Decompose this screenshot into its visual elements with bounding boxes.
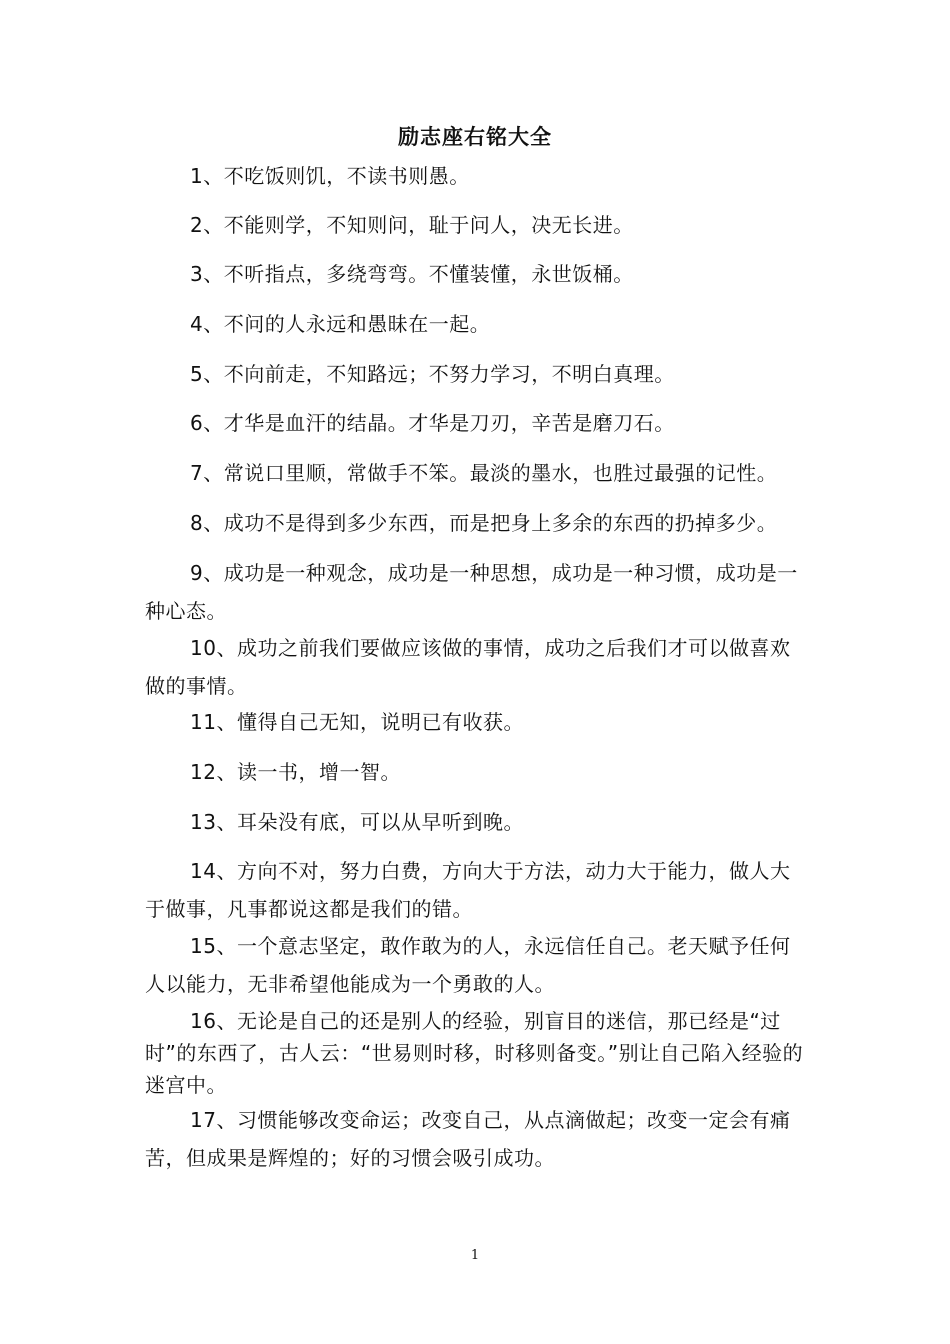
motto-item-11: 11、懂得自己无知，说明已有收获。 — [190, 710, 524, 734]
motto-item-10: 10、成功之前我们要做应该做的事情，成功之后我们才可以做喜欢做的事情。 — [145, 636, 791, 698]
page-number: 1 — [470, 1248, 480, 1263]
motto-item-9: 9、成功是一种观念，成功是一种思想，成功是一种习惯，成功是一种心态。 — [145, 561, 798, 623]
motto-item-4: 4、不问的人永远和愚昧在一起。 — [190, 312, 491, 336]
motto-item-16: 16、无论是自己的还是别人的经验，别盲目的迷信，那已经是“过时”的东西了，古人云：“世易则时移，时移则备变。”别让自己陷入经验的迷宫中。 — [145, 1009, 804, 1097]
motto-item-17: 17、习惯能够改变命运；改变自己，从点滴做起；改变一定会有痛苦，但成果是辉煌的；好的习惯会吸引成功。 — [145, 1108, 791, 1170]
motto-item-15: 15、一个意志坚定，敢作敢为的人，永远信任自己。老天赋予任何人以能力，无非希望他能成为一个勇敢的人。 — [145, 934, 791, 996]
motto-item-13: 13、耳朵没有底，可以从早听到晚。 — [190, 810, 524, 834]
motto-item-12: 12、读一书，增一智。 — [190, 760, 401, 784]
motto-item-14: 14、方向不对，努力白费，方向大于方法，动力大于能力，做人大于做事，凡事都说这都是我们的错。 — [145, 859, 791, 921]
motto-item-3: 3、不听指点，多绕弯弯。不懂装懂，永世饭桶。 — [190, 262, 634, 286]
motto-item-6: 6、才华是血汗的结晶。才华是刀刃，辛苦是磨刀石。 — [190, 411, 675, 435]
motto-item-2: 2、不能则学，不知则问，耻于问人，决无长进。 — [190, 213, 634, 237]
motto-item-8: 8、成功不是得到多少东西，而是把身上多余的东西的扔掉多少。 — [190, 511, 778, 535]
document-title: 励志座右铭大全 — [398, 125, 552, 149]
motto-item-5: 5、不向前走，不知路远；不努力学习，不明白真理。 — [190, 362, 675, 386]
motto-item-1: 1、不吃饭则饥，不读书则愚。 — [190, 164, 470, 188]
motto-item-7: 7、常说口里顺，常做手不笨。最淡的墨水，也胜过最强的记性。 — [190, 461, 778, 485]
